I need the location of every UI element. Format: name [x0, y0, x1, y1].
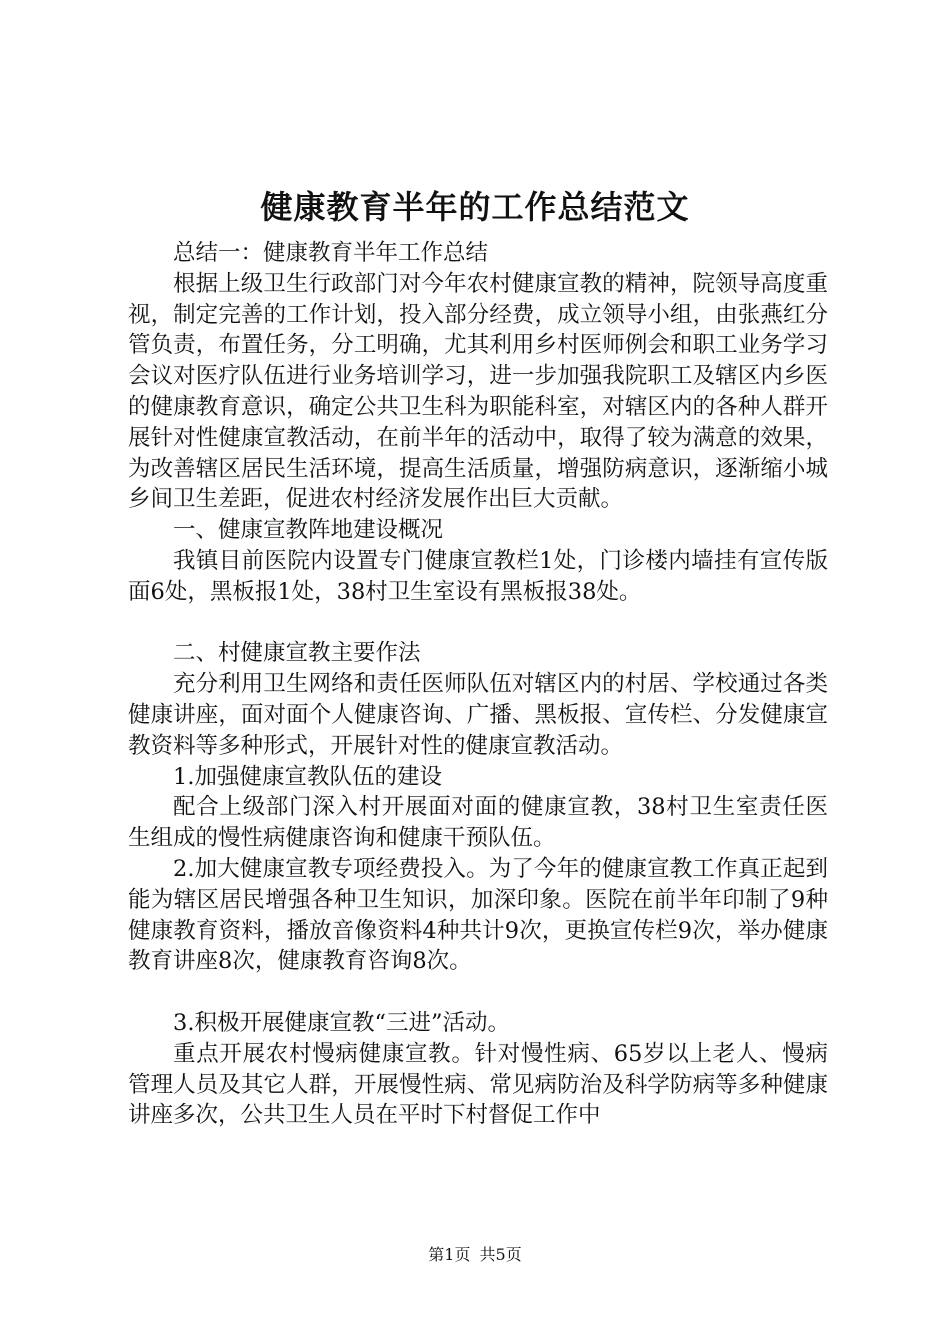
- body-paragraph: 配合上级部门深入村开展面对面的健康宣教，38村卫生室责任医生组成的慢性病健康咨询和健康干预队伍。: [128, 794, 828, 852]
- body-paragraph: 我镇目前医院内设置专门健康宣教栏1处，门诊楼内墙挂有宣传版面6处，黑板报1处，38村卫生室设有黑板报38处。: [128, 547, 828, 605]
- page-number: 第1页: [428, 1245, 471, 1264]
- document-body: [128, 238, 828, 1131]
- section-heading: 总结一：健康教育半年工作总结: [173, 240, 489, 266]
- body-paragraph: 重点开展农村慢病健康宣教。针对慢性病、65岁以上老人、慢病管理人员及其它人群，开展慢性病、常见病防治及科学防病等多种健康讲座多次，公共卫生人员在平时下村督促工作中: [128, 1040, 828, 1129]
- subsection-heading: 3.积极开展健康宣教“三进”活动。: [173, 1009, 510, 1036]
- section-heading: 一、健康宣教阵地建设概况: [173, 517, 444, 544]
- body-paragraph: 充分利用卫生网络和责任医师队伍对辖区内的村居、学校通过各类健康讲座，面对面个人健康咨询、广播、黑板报、宣传栏、分发健康宣教资料等多种形式，开展针对性的健康宣教活动。: [128, 671, 828, 759]
- body-paragraph: 2.加大健康宣教专项经费投入。为了今年的健康宣教工作真正起到能为辖区居民增强各种卫生知识，加深印象。医院在前半年印制了9种健康教育资料，播放音像资料4种共计9次，更换宣传栏9次，举办健康教育讲座8次，健康教育咨询8次。: [128, 855, 828, 975]
- body-paragraph: 根据上级卫生行政部门对今年农村健康宣教的精神，院领导高度重视，制定完善的工作计划，投入部分经费，成立领导小组，由张燕红分管负责，布置任务，分工明确，尤其利用乡村医师例会和职工业务学习会议对医疗队伍进行业务培训学习，进一步加强我院职工及辖区内乡医的健康教育意识，确定公共卫生科为职能科室，对辖区内的各种人群开展针对性健康宣教活动，在前半年的活动中，取得了较为满意的效果，为改善辖区居民生活环境，提高生活质量，增强防病意识，逐渐缩小城乡间卫生差距，促进农村经济发展作出巨大贡献。: [128, 270, 828, 513]
- document-title: 健康教育半年的工作总结范文: [260, 188, 690, 226]
- section-heading: 二、村健康宣教主要作法: [173, 640, 421, 667]
- subsection-heading: 1.加强健康宣教队伍的建设: [173, 763, 442, 790]
- page-footer: [0, 1244, 950, 1266]
- page-total: 共5页: [479, 1245, 522, 1264]
